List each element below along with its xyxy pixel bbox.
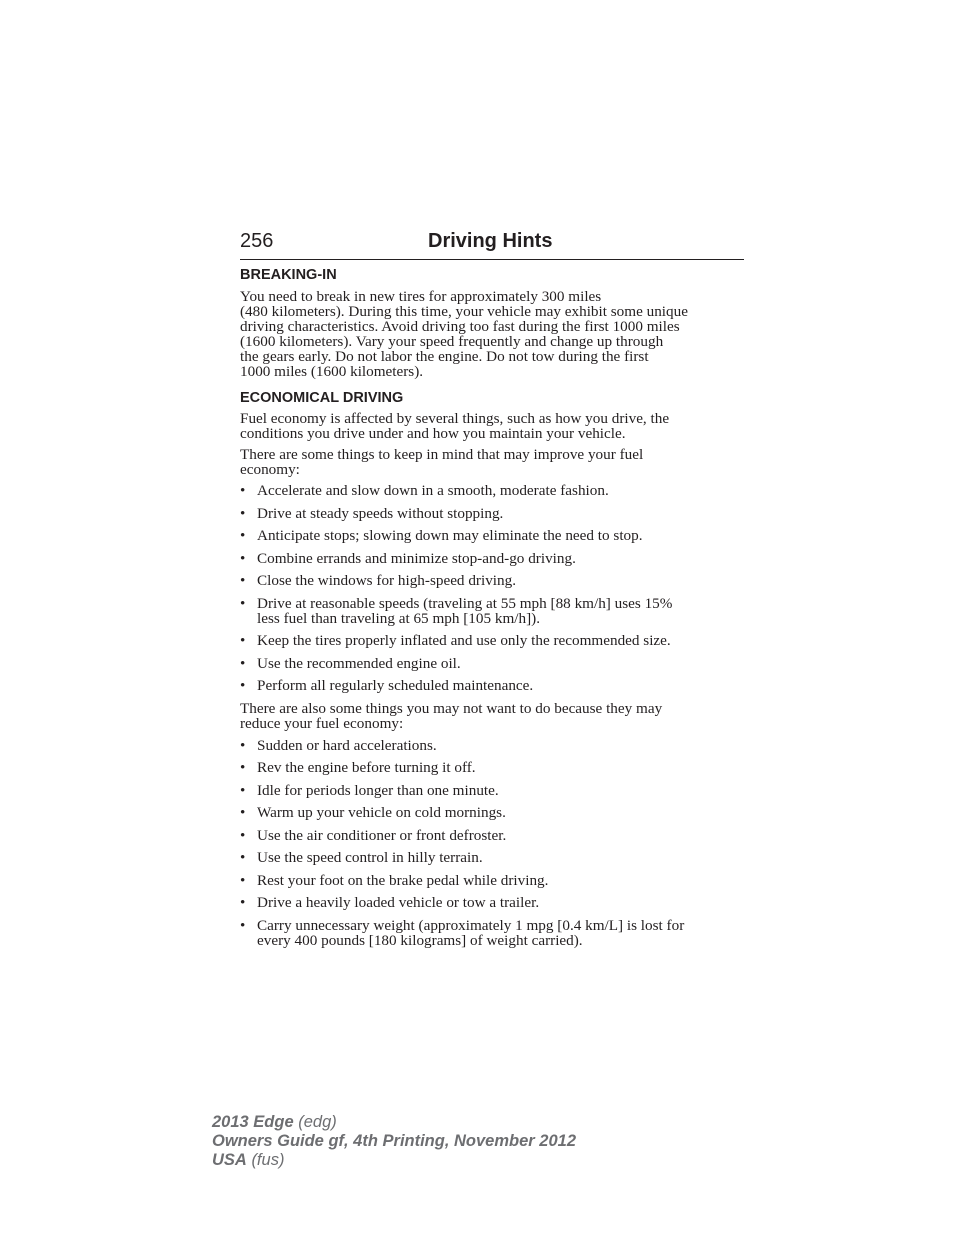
list-item-text: Keep the tires properly inflated and use only the recommended size. [257,632,671,649]
list-item-text: Drive at reasonable speeds (traveling at 55 mph [88 km/h] uses 15% [257,594,673,612]
reduce-economy-paragraph [240,701,746,731]
text-line: 1000 miles (1600 kilometers). [240,363,424,380]
text-line: driving characteristics. Avoid driving too fast during the first 1000 miles [240,318,680,335]
list-item-text: Accelerate and slow down in a smooth, moderate fashion. [257,482,609,499]
list-item [240,918,746,948]
footer-model-line [212,1113,576,1132]
list-item [240,656,746,671]
page-header [240,229,744,260]
footer-model: 2013 Edge [212,1113,294,1131]
text-line: There are also some things you may not want to do because they may [240,699,663,717]
reduce-economy-list [240,738,746,948]
list-item-text: Perform all regularly scheduled maintenance. [257,677,534,694]
list-item [240,596,746,626]
list-item [240,528,746,543]
list-item-text: Rest your foot on the brake pedal while driving. [257,871,549,889]
list-item-text: every 400 pounds [180 kilograms] of weight carried). [257,931,583,949]
list-item-text: Sudden or hard accelerations. [257,736,437,754]
list-item-text: Idle for periods longer than one minute. [257,781,499,799]
list-item-text: Close the windows for high-speed driving. [257,572,516,589]
improve-economy-paragraph [240,447,746,477]
list-item [240,573,746,588]
list-item-text: Combine errands and minimize stop-and-go driving. [257,549,576,567]
section-heading-breaking-in: BREAKING-IN [240,267,337,283]
section-heading-economical-driving: ECONOMICAL DRIVING [240,390,404,406]
text-line: conditions you drive under and how you maintain your vehicle. [240,425,626,442]
list-item [240,738,746,753]
footer-market-code: (fus) [251,1151,285,1169]
page-footer [212,1113,576,1170]
list-item [240,678,746,693]
footer-market: USA [212,1151,247,1169]
list-item [240,760,746,775]
text-line: reduce your fuel economy: [240,714,404,732]
text-line: economy: [240,461,300,478]
page-title: Driving Hints [428,230,553,252]
economy-intro-paragraph [240,411,746,441]
list-item-text: Drive a heavily loaded vehicle or tow a trailer. [257,894,540,911]
list-item [240,895,746,910]
text-line: (1600 kilometers). Vary your speed frequently and change up through [240,333,664,350]
page-number: 256 [240,230,274,252]
list-item-text: less fuel than traveling at 65 mph [105 km/h]). [257,609,541,627]
list-item [240,551,746,566]
list-item-text: Rev the engine before turning it off. [257,759,476,776]
list-item-text: Carry unnecessary weight (approximately 1 mpg [0.4 km/L] is lost for [257,916,685,934]
list-item-text: Anticipate stops; slowing down may eliminate the need to stop. [257,527,643,544]
footer-guide-line [212,1132,576,1151]
list-item-text: Use the speed control in hilly terrain. [257,849,483,866]
text-line: There are some things to keep in mind that may improve your fuel [240,446,644,463]
text-line: You need to break in new tires for approximately 300 miles [240,288,602,305]
list-item [240,783,746,798]
footer-model-code: (edg) [298,1113,337,1131]
list-item-text: Warm up your vehicle on cold mornings. [257,804,506,821]
text-line: the gears early. Do not labor the engine. Do not tow during the first [240,348,649,365]
footer-market-line [212,1151,576,1170]
list-item [240,828,746,843]
list-item [240,483,746,498]
page-content [240,267,746,955]
text-line: Fuel economy is affected by several things, such as how you drive, the [240,410,670,427]
footer-guide: Owners Guide gf, 4th Printing, November 2012 [212,1132,576,1150]
list-item [240,850,746,865]
list-item [240,805,746,820]
list-item [240,633,746,648]
list-item-text: Drive at steady speeds without stopping. [257,504,504,522]
improve-economy-list [240,483,746,693]
breaking-in-paragraph [240,289,746,379]
list-item [240,873,746,888]
list-item [240,506,746,521]
text-line: (480 kilometers). During this time, your vehicle may exhibit some unique [240,303,688,320]
list-item-text: Use the recommended engine oil. [257,654,461,672]
list-item-text: Use the air conditioner or front defroster. [257,826,507,844]
